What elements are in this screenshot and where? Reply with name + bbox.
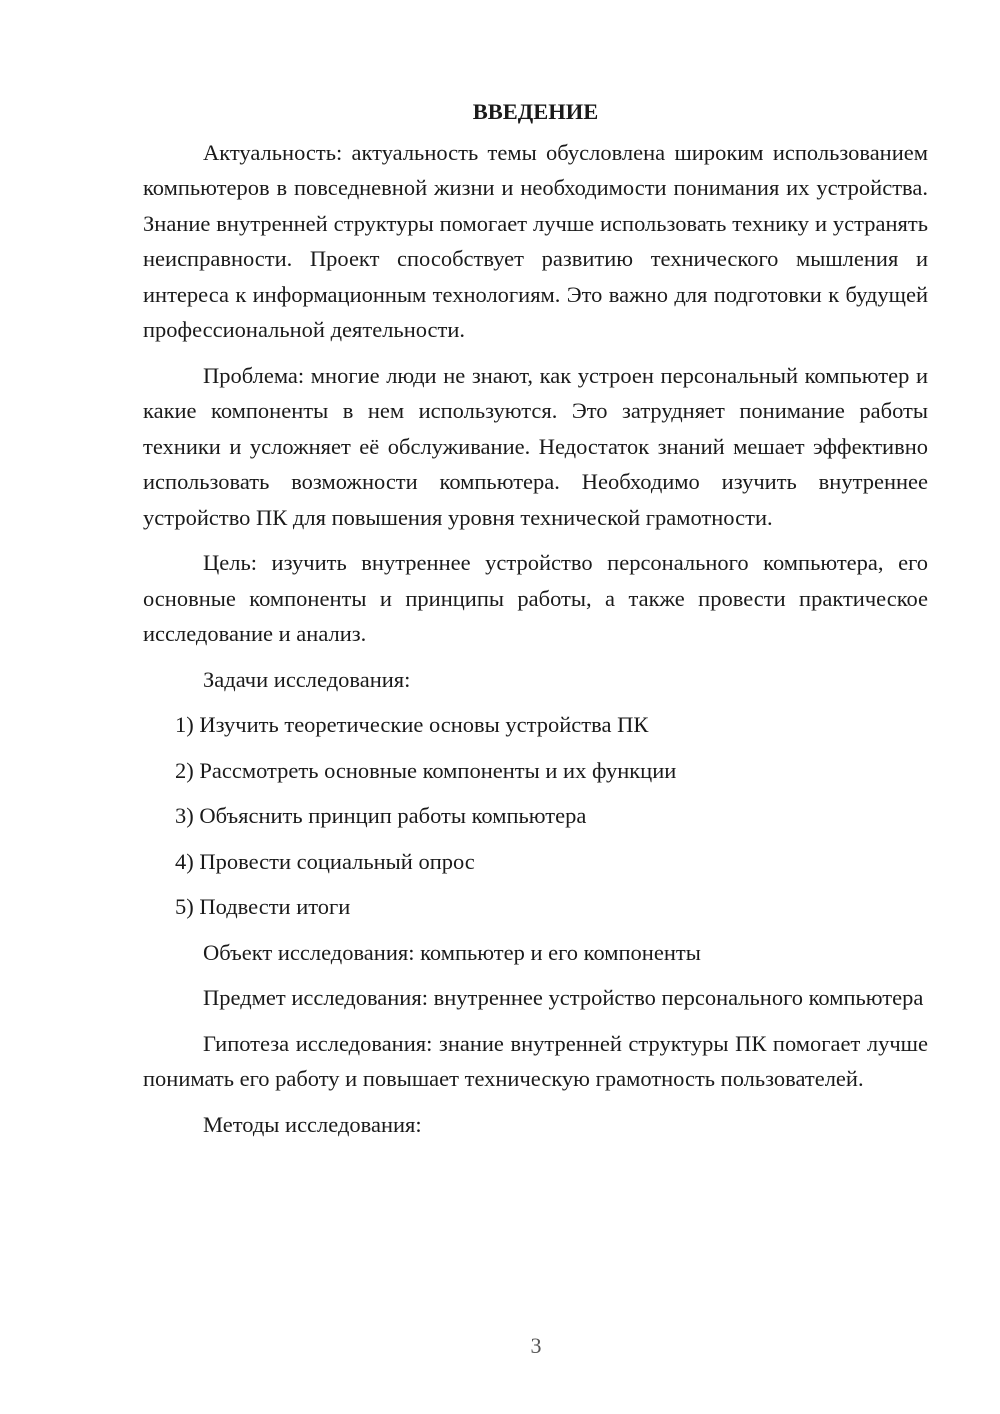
list-item: 4) Провести социальный опрос	[175, 848, 475, 874]
page-content	[143, 94, 928, 1152]
paragraph-subject: Предмет исследования: внутреннее устройство персонального компьютера	[203, 985, 924, 1010]
methods-title: Методы исследования:	[203, 1111, 422, 1137]
paragraph-goal: Цель: изучить внутреннее устройство персонального компьютера, его основные компоненты и принципы работы, а также провести практическое исследование и анализ.	[143, 550, 928, 646]
list-item: 2) Рассмотреть основные компоненты и их функции	[175, 757, 677, 783]
section-heading: ВВЕДЕНИЕ	[472, 99, 599, 124]
page-number: 3	[530, 1333, 542, 1358]
paragraph-problem: Проблема: многие люди не знают, как устроен персональный компьютер и какие компоненты в нем используются. Это затрудняет понимание работы техники и усложняет её обслуживание. Недостаток знаний мешает эффективно использовать возможности компьютера. Необходимо изучить внутреннее устройство ПК для повышения уровня технической грамотности.	[143, 362, 928, 530]
paragraph-object: Объект исследования: компьютер и его компоненты	[203, 939, 701, 965]
paragraph-hypothesis: Гипотеза исследования: знание внутренней структуры ПК помогает лучше понимать его работу и повышает техническую грамотность пользователей.	[143, 1030, 928, 1091]
list-item: 1) Изучить теоретические основы устройства ПК	[175, 712, 649, 737]
paragraph-relevance: Актуальность: актуальность темы обусловлена широким использованием компьютеров в повседневной жизни и необходимости понимания их устройства. Знание внутренней структуры помогает лучше использовать технику и устранять неисправности. Проект способствует развитию технического мышления и интереса к информационным технологиям. Это важно для подготовки к будущей профессиональной деятельности.	[143, 139, 928, 342]
tasks-title: Задачи исследования:	[203, 666, 411, 692]
list-item: 5) Подвести итоги	[175, 894, 351, 919]
tasks-list	[143, 707, 928, 925]
list-item: 3) Объяснить принцип работы компьютера	[175, 803, 587, 828]
